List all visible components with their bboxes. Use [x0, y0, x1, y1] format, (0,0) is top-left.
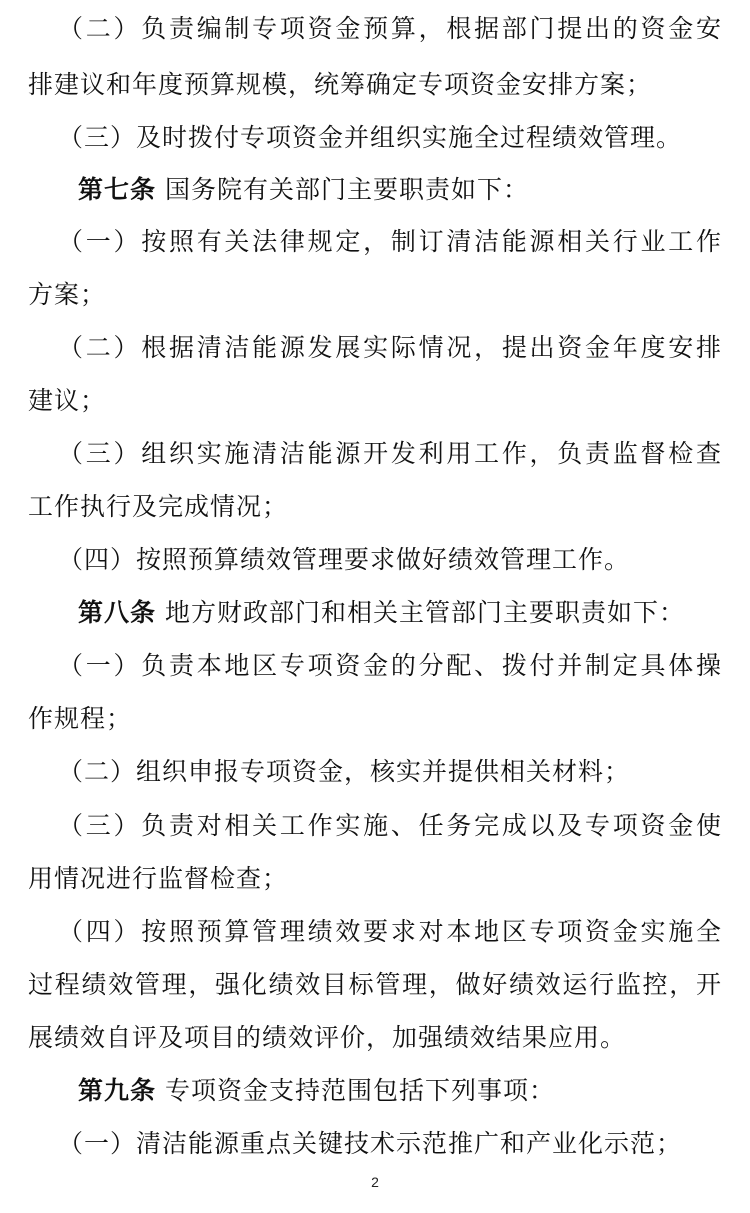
- text-line: （一）清洁能源重点关键技术示范推广和产业化示范；: [58, 1129, 683, 1158]
- text-line: 建议；: [28, 386, 107, 415]
- text-line: （三）及时拨付专项资金并组织实施全过程绩效管理。: [58, 123, 683, 152]
- article-heading: 第九条: [78, 1076, 157, 1105]
- text-line: 展绩效自评及项目的绩效评价，加强绩效结果应用。: [28, 1023, 627, 1052]
- text-line: 排建议和年度预算规模，统筹确定专项资金安排方案；: [28, 70, 653, 99]
- article-heading: 第七条: [78, 175, 157, 204]
- text-line: 用情况进行监督检查；: [28, 864, 289, 893]
- text-line: 过程绩效管理，强化绩效目标管理，做好绩效运行监控，开: [28, 970, 722, 999]
- text-line: （三）组织实施清洁能源开发利用工作，负责监督检查: [58, 439, 722, 468]
- text-line: （一）按照有关法律规定，制订清洁能源相关行业工作: [58, 227, 722, 256]
- text-line: （四）按照预算绩效管理要求做好绩效管理工作。: [58, 545, 631, 574]
- article-9-line: [78, 1076, 722, 1106]
- text-line: （二）根据清洁能源发展实际情况，提出资金年度安排: [58, 333, 722, 362]
- article-7-line: [78, 175, 722, 205]
- text-line: （二）负责编制专项资金预算，根据部门提出的资金安: [58, 14, 722, 43]
- article-text: 专项资金支持范围包括下列事项：: [164, 1076, 555, 1105]
- text-line: （二）组织申报专项资金，核实并提供相关材料；: [58, 757, 631, 786]
- text-line: 工作执行及完成情况；: [28, 492, 289, 521]
- article-heading: 第八条: [78, 598, 157, 627]
- text-line: （一）负责本地区专项资金的分配、拨付并制定具体操: [58, 651, 722, 680]
- text-line: 方案；: [28, 280, 107, 309]
- text-line: （三）负责对相关工作实施、任务完成以及专项资金使: [58, 811, 722, 840]
- article-text: 地方财政部门和相关主管部门主要职责如下：: [164, 598, 685, 627]
- text-line: （四）按照预算管理绩效要求对本地区专项资金实施全: [58, 917, 722, 946]
- text-line: 作规程；: [28, 704, 133, 733]
- article-8-line: [78, 598, 722, 628]
- page-number: 2: [371, 1174, 379, 1190]
- article-text: 国务院有关部门主要职责如下：: [164, 175, 529, 204]
